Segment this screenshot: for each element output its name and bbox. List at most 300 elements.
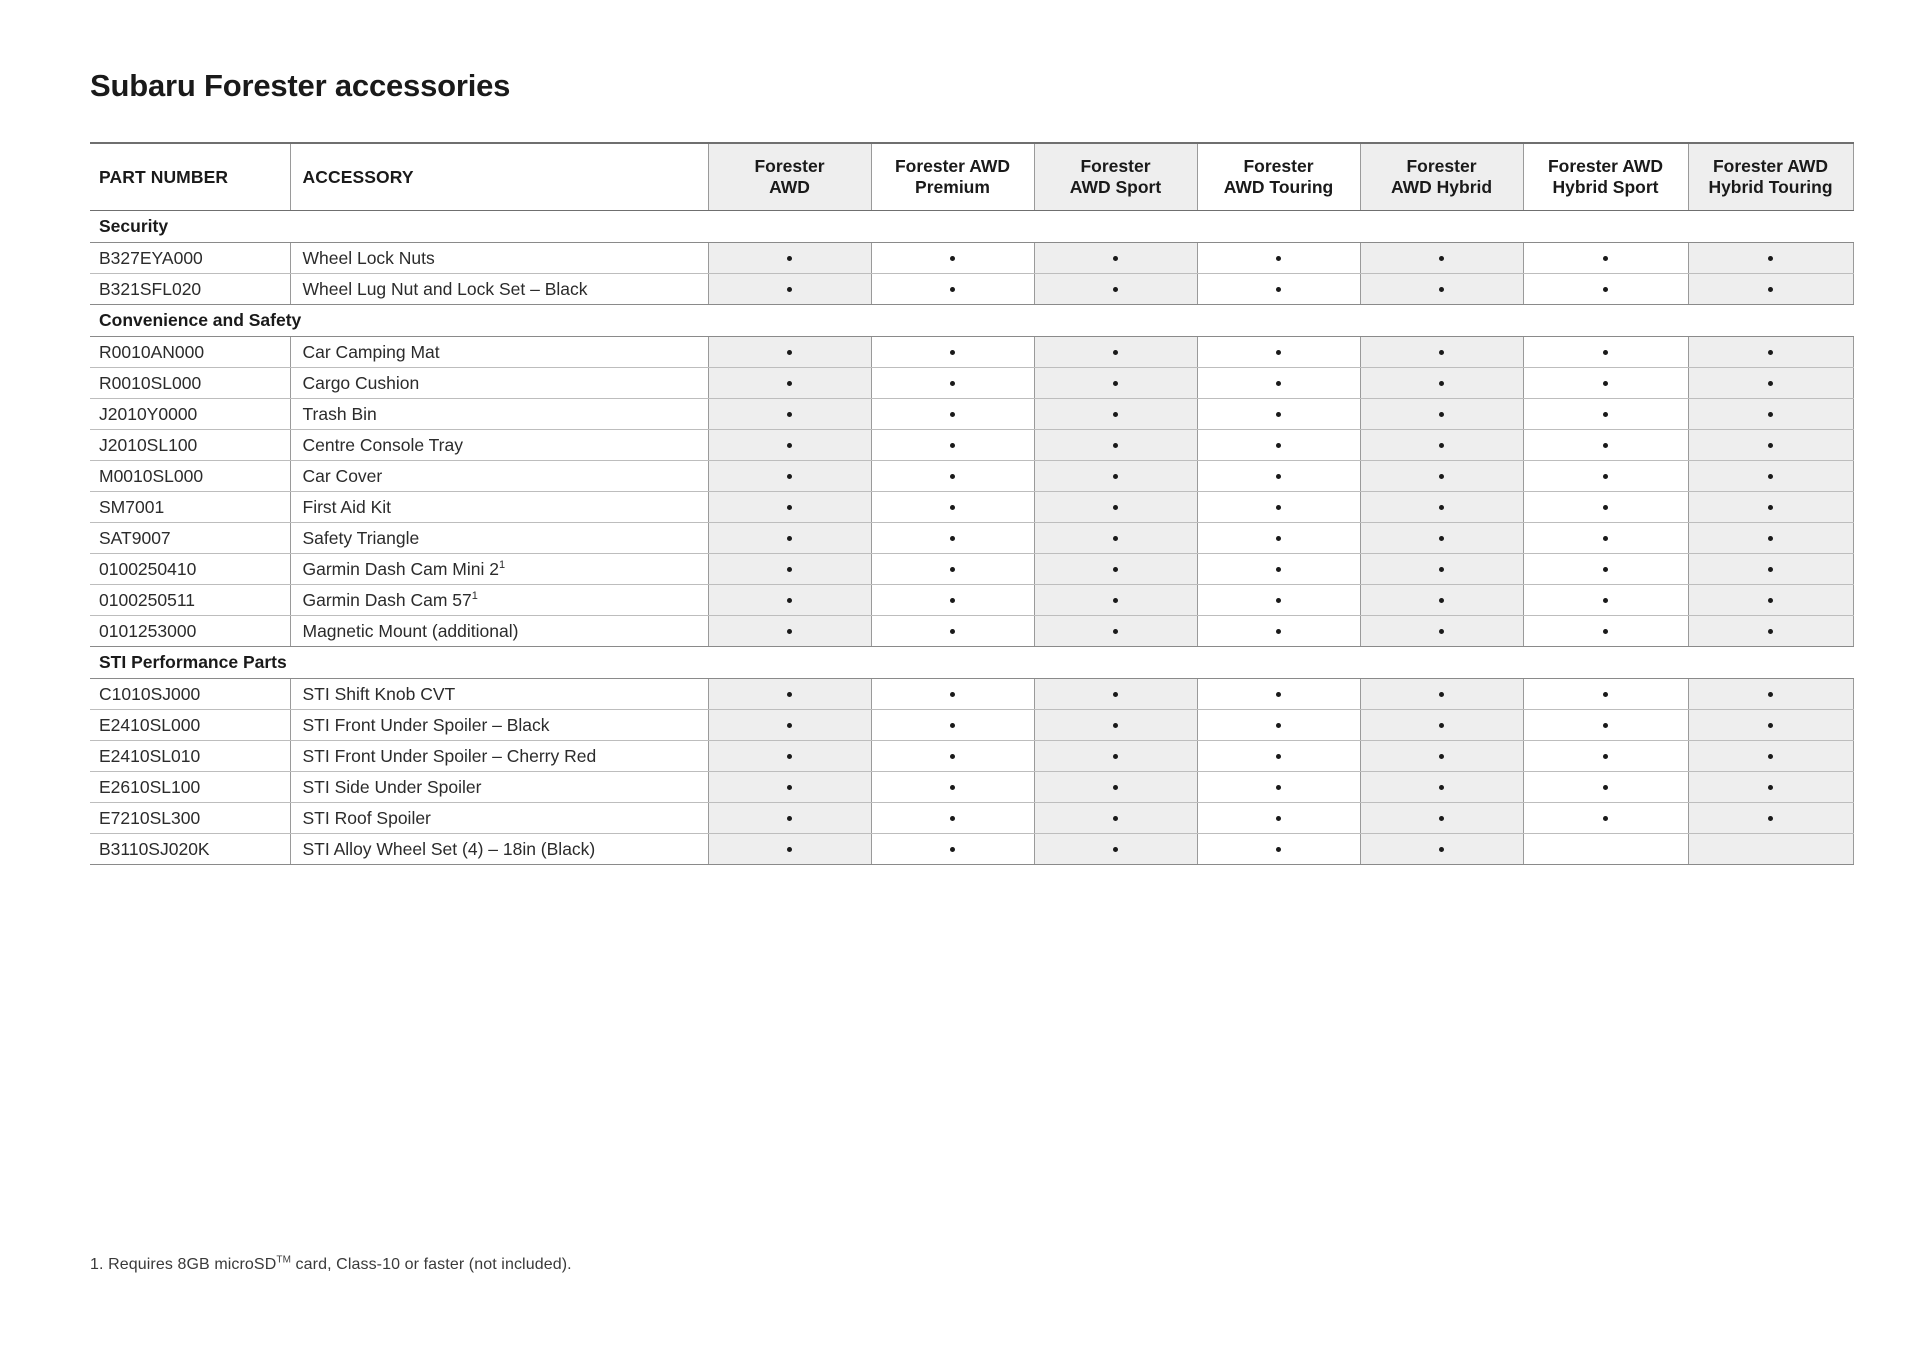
- table-row: [90, 337, 1853, 368]
- cell-availability: [708, 554, 871, 585]
- cell-accessory: [290, 710, 708, 741]
- cell-availability: [1360, 616, 1523, 647]
- cell-accessory: [290, 554, 708, 585]
- availability-dot-icon: [787, 785, 792, 790]
- section-title: Convenience and Safety: [99, 310, 302, 330]
- availability-dot-icon: [1276, 692, 1281, 697]
- cell-availability: [1034, 741, 1197, 772]
- cell-availability: [1197, 243, 1360, 274]
- availability-dot-icon: [1276, 567, 1281, 572]
- cell-accessory: [290, 243, 708, 274]
- cell-availability: [1197, 772, 1360, 803]
- cell-part-number: SM7001: [90, 492, 290, 523]
- cell-availability: [1523, 337, 1688, 368]
- availability-dot-icon: [1113, 443, 1118, 448]
- accessories-table: [90, 142, 1854, 865]
- availability-dot-icon: [1603, 443, 1608, 448]
- availability-dot-icon: [1603, 412, 1608, 417]
- availability-dot-icon: [1603, 567, 1608, 572]
- availability-dot-icon: [1768, 381, 1773, 386]
- availability-dot-icon: [950, 381, 955, 386]
- cell-accessory: [290, 461, 708, 492]
- cell-availability: [1034, 368, 1197, 399]
- availability-dot-icon: [1439, 629, 1444, 634]
- cell-availability: [1197, 616, 1360, 647]
- footnote-trademark-symbol: TM: [276, 1254, 292, 1266]
- cell-accessory: [290, 492, 708, 523]
- availability-dot-icon: [1439, 567, 1444, 572]
- cell-availability: [1360, 803, 1523, 834]
- availability-dot-icon: [1603, 754, 1608, 759]
- availability-dot-icon: [1276, 412, 1281, 417]
- availability-dot-icon: [1603, 723, 1608, 728]
- availability-dot-icon: [950, 443, 955, 448]
- column-header-model-7-line1: Forester AWD: [1712, 156, 1829, 177]
- cell-accessory-label: Car Cover: [302, 466, 383, 486]
- cell-accessory-label: Car Camping Mat: [302, 342, 440, 362]
- cell-availability: [1360, 741, 1523, 772]
- availability-dot-icon: [1113, 723, 1118, 728]
- availability-dot-icon: [787, 598, 792, 603]
- availability-dot-icon: [1439, 816, 1444, 821]
- availability-dot-icon: [1276, 287, 1281, 292]
- cell-accessory: [290, 803, 708, 834]
- cell-availability: [708, 616, 871, 647]
- cell-accessory: [290, 772, 708, 803]
- section-header-row: [90, 647, 1853, 679]
- cell-part-number: E2410SL010: [90, 741, 290, 772]
- availability-dot-icon: [1439, 381, 1444, 386]
- table-row: [90, 399, 1853, 430]
- cell-accessory-label: First Aid Kit: [302, 497, 391, 517]
- cell-availability: [1523, 803, 1688, 834]
- cell-availability: [1034, 243, 1197, 274]
- cell-part-number: R0010SL000: [90, 368, 290, 399]
- cell-availability: [1034, 834, 1197, 865]
- cell-part-number: J2010Y0000: [90, 399, 290, 430]
- cell-accessory-label: STI Roof Spoiler: [302, 808, 431, 828]
- cell-availability: [1360, 337, 1523, 368]
- cell-availability: [1523, 492, 1688, 523]
- cell-availability: [1034, 399, 1197, 430]
- cell-availability: [1688, 741, 1853, 772]
- table-row: [90, 803, 1853, 834]
- availability-dot-icon: [1768, 287, 1773, 292]
- cell-accessory-label: STI Side Under Spoiler: [302, 777, 482, 797]
- availability-dot-icon: [1768, 412, 1773, 417]
- cell-availability: [1523, 430, 1688, 461]
- cell-accessory-label: Garmin Dash Cam Mini 2: [302, 559, 499, 579]
- cell-accessory: [290, 741, 708, 772]
- cell-accessory: [290, 679, 708, 710]
- availability-dot-icon: [950, 412, 955, 417]
- cell-accessory-label: Cargo Cushion: [302, 373, 420, 393]
- availability-dot-icon: [950, 505, 955, 510]
- availability-dot-icon: [1768, 692, 1773, 697]
- availability-dot-icon: [1768, 629, 1773, 634]
- availability-dot-icon: [1439, 847, 1444, 852]
- cell-availability: [1523, 399, 1688, 430]
- availability-dot-icon: [1439, 350, 1444, 355]
- availability-dot-icon: [1439, 723, 1444, 728]
- section-header-row: [90, 211, 1853, 243]
- table-row: [90, 679, 1853, 710]
- availability-dot-icon: [1113, 412, 1118, 417]
- cell-availability: [1034, 679, 1197, 710]
- cell-availability: [1034, 616, 1197, 647]
- column-header-model-5-line1: Forester: [1406, 156, 1477, 177]
- cell-availability: [871, 710, 1034, 741]
- cell-part-number: J2010SL100: [90, 430, 290, 461]
- cell-availability: [1688, 274, 1853, 305]
- cell-accessory-label: STI Front Under Spoiler – Cherry Red: [302, 746, 597, 766]
- availability-dot-icon: [787, 287, 792, 292]
- availability-dot-icon: [1113, 256, 1118, 261]
- cell-availability: [708, 337, 871, 368]
- cell-availability: [871, 274, 1034, 305]
- availability-dot-icon: [1439, 598, 1444, 603]
- availability-dot-icon: [1768, 567, 1773, 572]
- cell-part-number: E7210SL300: [90, 803, 290, 834]
- column-header-model-2: [871, 143, 1034, 211]
- column-header-model-3-line1: Forester: [1080, 156, 1151, 177]
- cell-accessory: [290, 834, 708, 865]
- availability-dot-icon: [787, 816, 792, 821]
- availability-dot-icon: [950, 692, 955, 697]
- cell-availability: [871, 430, 1034, 461]
- cell-availability: [1688, 554, 1853, 585]
- cell-availability: [1360, 274, 1523, 305]
- cell-accessory-label: Wheel Lock Nuts: [302, 248, 435, 268]
- cell-part-number: E2610SL100: [90, 772, 290, 803]
- column-header-model-2-line2: Premium: [915, 177, 990, 197]
- availability-dot-icon: [1113, 505, 1118, 510]
- cell-availability: [708, 710, 871, 741]
- cell-accessory: [290, 430, 708, 461]
- availability-dot-icon: [1603, 816, 1608, 821]
- availability-dot-icon: [787, 567, 792, 572]
- availability-dot-icon: [1113, 629, 1118, 634]
- availability-dot-icon: [1439, 287, 1444, 292]
- page-title: Subaru Forester accessories: [90, 68, 511, 103]
- availability-dot-icon: [1276, 350, 1281, 355]
- availability-dot-icon: [1603, 785, 1608, 790]
- availability-dot-icon: [1276, 505, 1281, 510]
- table-header: [90, 143, 1853, 211]
- cell-availability: [1360, 523, 1523, 554]
- column-header-model-1: [708, 143, 871, 211]
- cell-availability: [1034, 274, 1197, 305]
- cell-availability: [1034, 492, 1197, 523]
- table-row: [90, 585, 1853, 616]
- cell-accessory-label: Trash Bin: [302, 404, 377, 424]
- cell-accessory-label: Safety Triangle: [302, 528, 420, 548]
- cell-availability: [1688, 772, 1853, 803]
- column-header-model-6: [1523, 143, 1688, 211]
- availability-dot-icon: [1603, 287, 1608, 292]
- availability-dot-icon: [1439, 256, 1444, 261]
- cell-availability: [1688, 243, 1853, 274]
- availability-dot-icon: [1439, 505, 1444, 510]
- availability-dot-icon: [1603, 598, 1608, 603]
- cell-availability: [1360, 554, 1523, 585]
- availability-dot-icon: [1113, 692, 1118, 697]
- cell-availability: [1197, 834, 1360, 865]
- section-header-row: [90, 305, 1853, 337]
- cell-availability: [1688, 492, 1853, 523]
- availability-dot-icon: [1768, 785, 1773, 790]
- cell-availability: [1523, 679, 1688, 710]
- column-header-model-3: [1034, 143, 1197, 211]
- cell-availability: [1197, 430, 1360, 461]
- cell-availability: [871, 399, 1034, 430]
- table-row: [90, 554, 1853, 585]
- cell-availability: [1360, 679, 1523, 710]
- footnote-text-prefix: 1. Requires 8GB microSD: [90, 1256, 277, 1273]
- cell-availability: [871, 679, 1034, 710]
- availability-dot-icon: [787, 474, 792, 479]
- availability-dot-icon: [1113, 287, 1118, 292]
- cell-accessory: [290, 368, 708, 399]
- availability-dot-icon: [1439, 754, 1444, 759]
- cell-availability: [1197, 554, 1360, 585]
- cell-availability: [1523, 274, 1688, 305]
- availability-dot-icon: [1603, 536, 1608, 541]
- cell-availability: [1360, 368, 1523, 399]
- availability-dot-icon: [1276, 256, 1281, 261]
- availability-dot-icon: [1276, 816, 1281, 821]
- column-header-model-7: [1688, 143, 1853, 211]
- cell-availability: [708, 368, 871, 399]
- cell-availability: [1034, 461, 1197, 492]
- cell-availability: [871, 616, 1034, 647]
- cell-availability: [1688, 679, 1853, 710]
- column-header-accessory: [290, 143, 708, 211]
- availability-dot-icon: [1439, 785, 1444, 790]
- availability-dot-icon: [1276, 785, 1281, 790]
- cell-availability: [871, 554, 1034, 585]
- availability-dot-icon: [1113, 816, 1118, 821]
- table-row: [90, 274, 1853, 305]
- cell-availability: [1197, 710, 1360, 741]
- cell-availability: [1034, 772, 1197, 803]
- cell-availability: [1360, 492, 1523, 523]
- cell-availability: [1034, 585, 1197, 616]
- cell-availability: [1688, 337, 1853, 368]
- cell-availability: [871, 243, 1034, 274]
- availability-dot-icon: [1603, 629, 1608, 634]
- column-header-model-1-line1: Forester: [754, 156, 825, 177]
- availability-dot-icon: [1439, 412, 1444, 417]
- table-row: [90, 243, 1853, 274]
- cell-accessory-label: STI Shift Knob CVT: [302, 684, 456, 704]
- cell-availability: [1688, 399, 1853, 430]
- cell-availability: [1197, 585, 1360, 616]
- availability-dot-icon: [950, 816, 955, 821]
- availability-dot-icon: [1113, 754, 1118, 759]
- cell-availability: [1197, 679, 1360, 710]
- availability-dot-icon: [1276, 598, 1281, 603]
- availability-dot-icon: [1113, 536, 1118, 541]
- cell-availability: [1197, 274, 1360, 305]
- availability-dot-icon: [787, 350, 792, 355]
- cell-availability: [871, 368, 1034, 399]
- table-body: [90, 211, 1853, 865]
- table-row: [90, 492, 1853, 523]
- availability-dot-icon: [1113, 598, 1118, 603]
- availability-dot-icon: [787, 536, 792, 541]
- cell-part-number: 0100250511: [90, 585, 290, 616]
- availability-dot-icon: [787, 256, 792, 261]
- cell-availability: [1197, 399, 1360, 430]
- section-header-cell: [90, 647, 1853, 679]
- availability-dot-icon: [1113, 474, 1118, 479]
- cell-availability: [1034, 523, 1197, 554]
- cell-availability: [1523, 554, 1688, 585]
- cell-availability: [708, 243, 871, 274]
- availability-dot-icon: [1603, 692, 1608, 697]
- table-row: [90, 523, 1853, 554]
- cell-availability: [1523, 772, 1688, 803]
- availability-dot-icon: [1439, 474, 1444, 479]
- cell-availability: [1523, 585, 1688, 616]
- cell-availability: [1523, 710, 1688, 741]
- cell-availability: [871, 741, 1034, 772]
- cell-part-number: C1010SJ000: [90, 679, 290, 710]
- cell-availability: [1688, 368, 1853, 399]
- availability-dot-icon: [1276, 723, 1281, 728]
- column-header-model-4: [1197, 143, 1360, 211]
- availability-dot-icon: [1113, 381, 1118, 386]
- availability-dot-icon: [1768, 536, 1773, 541]
- cell-availability: [708, 399, 871, 430]
- cell-availability: [1197, 741, 1360, 772]
- availability-dot-icon: [1768, 256, 1773, 261]
- column-header-part-number-label: PART NUMBER: [99, 166, 229, 187]
- availability-dot-icon: [950, 785, 955, 790]
- availability-dot-icon: [950, 287, 955, 292]
- column-header-model-5-line2: AWD Hybrid: [1390, 177, 1493, 197]
- cell-accessory-label: Garmin Dash Cam 57: [302, 590, 472, 610]
- column-header-model-4-line1: Forester: [1243, 156, 1314, 177]
- cell-availability: [1688, 616, 1853, 647]
- availability-dot-icon: [1113, 350, 1118, 355]
- cell-availability: [871, 337, 1034, 368]
- availability-dot-icon: [1276, 474, 1281, 479]
- cell-availability: [1523, 834, 1688, 865]
- availability-dot-icon: [950, 536, 955, 541]
- table-row: [90, 772, 1853, 803]
- cell-availability: [1197, 523, 1360, 554]
- cell-availability: [871, 585, 1034, 616]
- availability-dot-icon: [1768, 816, 1773, 821]
- availability-dot-icon: [1439, 692, 1444, 697]
- table-row: [90, 368, 1853, 399]
- table-row: [90, 430, 1853, 461]
- cell-accessory-label: STI Front Under Spoiler – Black: [302, 715, 550, 735]
- cell-availability: [1523, 461, 1688, 492]
- cell-part-number: E2410SL000: [90, 710, 290, 741]
- cell-availability: [1523, 523, 1688, 554]
- availability-dot-icon: [787, 505, 792, 510]
- availability-dot-icon: [1768, 474, 1773, 479]
- availability-dot-icon: [950, 474, 955, 479]
- table-row: [90, 461, 1853, 492]
- cell-availability: [871, 492, 1034, 523]
- cell-accessory: [290, 337, 708, 368]
- cell-availability: [871, 523, 1034, 554]
- availability-dot-icon: [950, 598, 955, 603]
- availability-dot-icon: [787, 847, 792, 852]
- availability-dot-icon: [1603, 381, 1608, 386]
- cell-part-number: SAT9007: [90, 523, 290, 554]
- cell-availability: [1197, 337, 1360, 368]
- availability-dot-icon: [1603, 256, 1608, 261]
- table-row: [90, 741, 1853, 772]
- cell-accessory-label: Magnetic Mount (additional): [302, 621, 519, 641]
- cell-availability: [1034, 430, 1197, 461]
- cell-availability: [708, 741, 871, 772]
- cell-availability: [708, 803, 871, 834]
- cell-availability: [1523, 243, 1688, 274]
- cell-part-number: M0010SL000: [90, 461, 290, 492]
- availability-dot-icon: [787, 692, 792, 697]
- cell-availability: [708, 461, 871, 492]
- column-header-model-7-line2: Hybrid Touring: [1708, 177, 1833, 197]
- section-header-cell: [90, 305, 1853, 337]
- cell-availability: [1688, 430, 1853, 461]
- cell-availability: [1523, 741, 1688, 772]
- cell-availability: [1688, 710, 1853, 741]
- availability-dot-icon: [950, 847, 955, 852]
- cell-part-number: B3110SJ020K: [90, 834, 290, 865]
- cell-availability: [871, 803, 1034, 834]
- cell-availability: [1523, 616, 1688, 647]
- availability-dot-icon: [1113, 847, 1118, 852]
- availability-dot-icon: [1603, 505, 1608, 510]
- availability-dot-icon: [1439, 536, 1444, 541]
- availability-dot-icon: [1768, 723, 1773, 728]
- column-header-model-6-line1: Forester AWD: [1547, 156, 1664, 177]
- availability-dot-icon: [787, 754, 792, 759]
- availability-dot-icon: [1276, 847, 1281, 852]
- availability-dot-icon: [787, 723, 792, 728]
- accessories-table-container: [90, 142, 1850, 865]
- cell-availability: [1360, 772, 1523, 803]
- section-title: STI Performance Parts: [99, 652, 287, 672]
- availability-dot-icon: [1113, 567, 1118, 572]
- availability-dot-icon: [950, 754, 955, 759]
- availability-dot-icon: [1603, 350, 1608, 355]
- cell-part-number: B321SFL020: [90, 274, 290, 305]
- column-header-model-6-line2: Hybrid Sport: [1552, 177, 1659, 197]
- cell-availability: [1360, 399, 1523, 430]
- cell-accessory-label: Wheel Lug Nut and Lock Set – Black: [302, 279, 588, 299]
- availability-dot-icon: [787, 629, 792, 634]
- cell-accessory: [290, 585, 708, 616]
- cell-availability: [1688, 585, 1853, 616]
- cell-accessory: [290, 616, 708, 647]
- cell-availability: [871, 772, 1034, 803]
- availability-dot-icon: [1768, 443, 1773, 448]
- availability-dot-icon: [950, 256, 955, 261]
- cell-availability: [708, 492, 871, 523]
- footnote-marker: 1: [471, 590, 478, 603]
- availability-dot-icon: [787, 412, 792, 417]
- availability-dot-icon: [1276, 536, 1281, 541]
- cell-accessory: [290, 523, 708, 554]
- cell-availability: [708, 679, 871, 710]
